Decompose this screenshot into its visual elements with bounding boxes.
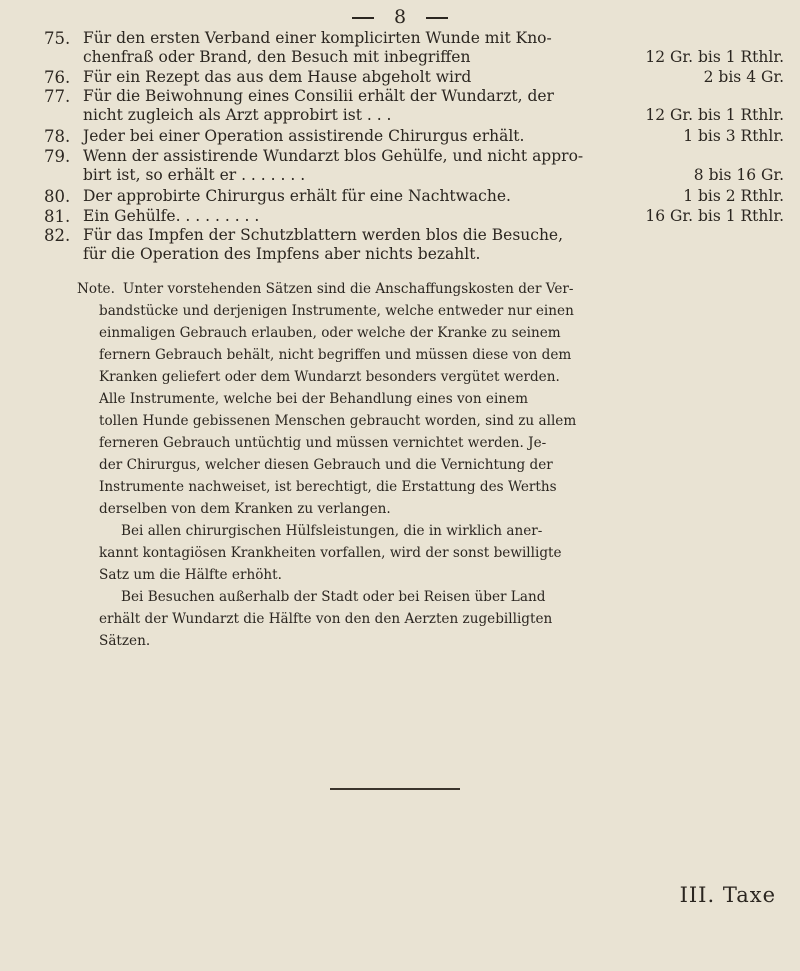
entry-amount: 1 bis 2 Rthlr.	[683, 187, 784, 205]
note-line: Sätzen.	[99, 633, 151, 649]
fee-entry-81	[44, 207, 784, 226]
entry-amount: 2 bis 4 Gr.	[703, 68, 784, 86]
entry-number: 78.	[44, 127, 71, 146]
note-line: Unter vorstehenden Sätzen sind die Anschaffungskosten der Ver-	[122, 281, 574, 297]
note-line: tollen Hunde gebissenen Menschen gebraucht worden, sind zu allem	[99, 413, 577, 429]
note-line: Alle Instrumente, welche bei der Behandlung eines von einem	[99, 391, 529, 407]
entry-line: Für das Impfen der Schutzblattern werden blos die Besuche,	[83, 226, 564, 244]
fee-entry-77	[44, 87, 784, 125]
entry-line: Für ein Rezept das aus dem Hause abgeholt wird	[83, 68, 472, 86]
page-header	[0, 6, 800, 28]
note-line: Bei Besuchen außerhalb der Stadt oder bei Reisen über Land	[121, 589, 546, 605]
entry-amount: 12 Gr. bis 1 Rthlr.	[645, 106, 784, 124]
fee-entry-80	[44, 187, 784, 206]
entry-amount: 8 bis 16 Gr.	[693, 166, 784, 184]
entry-number: 75.	[44, 29, 71, 48]
entry-amount: 1 bis 3 Rthlr.	[683, 127, 784, 145]
entry-number: 80.	[44, 187, 71, 206]
note-line: erhält der Wundarzt die Hälfte von den den Aerzten zugebilligten	[99, 611, 553, 627]
entry-line: Der approbirte Chirurgus erhält für eine Nachtwache.	[83, 187, 511, 205]
entry-line: nicht zugleich als Arzt approbirt ist . . .	[83, 106, 392, 124]
note-line: fernern Gebrauch behält, nicht begriffen und müssen diese von dem	[99, 347, 572, 363]
note-line: der Chirurgus, welcher diesen Gebrauch und die Vernichtung der	[99, 457, 553, 473]
entry-line: Ein Gehülfe. . . . . . . . .	[83, 207, 260, 225]
entry-line: Wenn der assistirende Wundarzt blos Gehülfe, und nicht appro-	[83, 147, 584, 165]
note-line: ferneren Gebrauch untüchtig und müssen vernichtet werden. Je-	[99, 435, 547, 451]
catchword: III. Taxe	[679, 883, 776, 907]
entry-amount: 12 Gr. bis 1 Rthlr.	[645, 48, 784, 66]
fee-entry-75	[44, 29, 784, 67]
note-label: Note.	[77, 281, 115, 297]
fee-entry-76	[44, 68, 784, 87]
fee-entry-82	[44, 226, 784, 264]
header-dash-right	[426, 17, 448, 19]
entry-number: 79.	[44, 147, 71, 166]
note-line: einmaligen Gebrauch erlauben, oder welche der Kranke zu seinem	[99, 325, 561, 341]
entry-amount: 16 Gr. bis 1 Rthlr.	[645, 207, 784, 225]
note-line: derselben von dem Kranken zu verlangen.	[99, 501, 391, 517]
section-divider	[330, 788, 460, 790]
note-line: Kranken geliefert oder dem Wundarzt besonders vergütet werden.	[99, 369, 560, 385]
entry-line: Jeder bei einer Operation assistirende Chirurgus erhält.	[83, 127, 525, 145]
note-line: kannt kontagiösen Krankheiten vorfallen, wird der sonst bewilligte	[99, 545, 562, 561]
fee-entry-78	[44, 127, 784, 146]
note-line: Instrumente nachweiset, ist berechtigt, die Erstattung des Werths	[99, 479, 557, 495]
entry-line: chenfraß oder Brand, den Besuch mit inbegriffen	[83, 48, 471, 66]
entry-number: 76.	[44, 68, 71, 87]
entry-line: birt ist, so erhält er . . . . . . .	[83, 166, 306, 184]
note-section	[77, 278, 719, 652]
note-line: Bei allen chirurgischen Hülfsleistungen, die in wirklich aner-	[121, 523, 543, 539]
header-dash-left	[352, 17, 374, 19]
entry-line: für die Operation des Impfens aber nichts bezahlt.	[83, 245, 481, 263]
entry-line: Für den ersten Verband einer komplicirten Wunde mit Kno-	[83, 29, 552, 47]
entry-number: 82.	[44, 226, 71, 245]
note-line: bandstücke und derjenigen Instrumente, welche entweder nur einen	[99, 303, 574, 319]
page-number: 8	[393, 6, 407, 28]
entry-line: Für die Beiwohnung eines Consilii erhält der Wundarzt, der	[83, 87, 554, 105]
fee-entry-79	[44, 147, 784, 185]
entry-number: 81.	[44, 207, 71, 226]
entry-number: 77.	[44, 87, 71, 106]
note-line: Satz um die Hälfte erhöht.	[99, 567, 282, 583]
